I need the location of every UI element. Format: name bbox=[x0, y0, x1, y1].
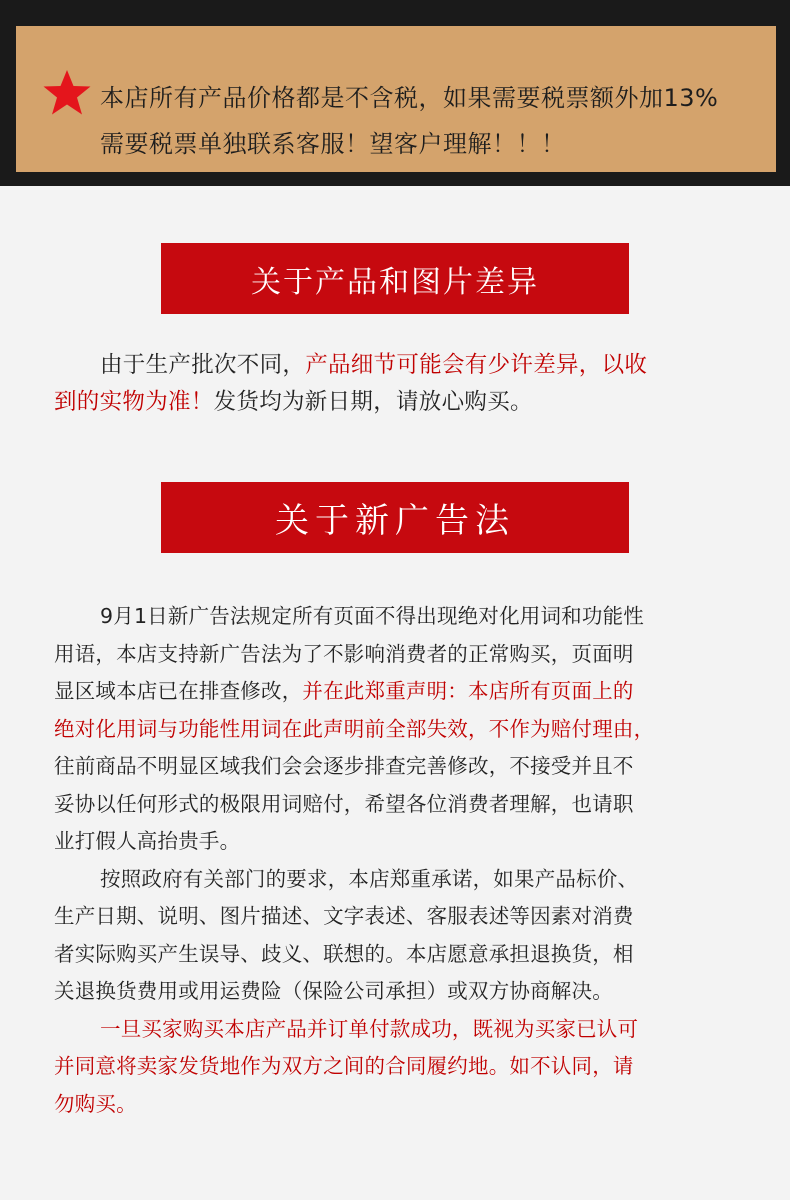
paragraph-line: 按照政府有关部门的要求，本店郑重承诺，如果产品标价、 bbox=[100, 866, 639, 891]
paragraph-line: 绝对化用词与功能性用词在此声明前全部失效，不作为赔付理由， bbox=[54, 716, 655, 741]
paragraph-line: 一旦买家购买本店产品并订单付款成功，既视为买家已认可 bbox=[100, 1016, 639, 1041]
star-icon bbox=[42, 68, 92, 118]
section-title-product-difference: 关于产品和图片差异 bbox=[161, 243, 629, 314]
highlight-text: 产品细节可能会有少许差异，以收 bbox=[305, 352, 648, 378]
notice-line-1: 本店所有产品价格都是不含税，如果需要税票额外加13% bbox=[100, 84, 719, 112]
paragraph-line: 并同意将卖家发货地作为双方之间的合同履约地。如不认同，请 bbox=[54, 1054, 634, 1078]
section-title-advertising-law: 关于新广告法 bbox=[161, 482, 629, 553]
paragraph-line: 妥协以任何形式的极限用词赔付，希望各位消费者理解，也请职 bbox=[54, 791, 634, 816]
paragraph-line: 往前商品不明显区域我们会会逐步排查完善修改，不接受并且不 bbox=[54, 754, 634, 778]
paragraph-line: 者实际购买产生误导、歧义、联想的。本店愿意承担退换货，相 bbox=[54, 941, 634, 966]
advertising-law-text bbox=[54, 598, 754, 1123]
paragraph-line: 关退换货费用或用运费险（保险公司承担）或双方协商解决。 bbox=[54, 979, 613, 1003]
highlight-text: 到的实物为准！ bbox=[54, 389, 214, 415]
paragraph-line bbox=[54, 347, 754, 384]
paragraph-line bbox=[54, 384, 754, 421]
highlight-text: 并在此郑重声明：本店所有页面上的 bbox=[302, 679, 634, 703]
paragraph-line: 业打假人高抬贵手。 bbox=[54, 829, 241, 853]
tax-notice-box bbox=[16, 26, 776, 172]
paragraph-line: 9月1日新广告法规定所有页面不得出现绝对化用词和功能性 bbox=[100, 604, 644, 628]
product-difference-paragraph bbox=[54, 347, 754, 421]
normal-text: 发货均为新日期，请放心购买。 bbox=[213, 389, 533, 415]
normal-text: 由于生产批次不同， bbox=[100, 352, 306, 378]
notice-line-2: 需要税票单独联系客服！望客户理解！！！ bbox=[100, 130, 566, 158]
paragraph-line: 勿购买。 bbox=[54, 1091, 137, 1116]
paragraph-line: 生产日期、说明、图片描述、文字表述、客服表述等因素对消费 bbox=[54, 904, 634, 928]
paragraph-line: 用语，本店支持新广告法为了不影响消费者的正常购买，页面明 bbox=[54, 641, 634, 666]
normal-text: 显区域本店已在排查修改， bbox=[54, 679, 303, 703]
paragraph-line bbox=[54, 673, 754, 711]
